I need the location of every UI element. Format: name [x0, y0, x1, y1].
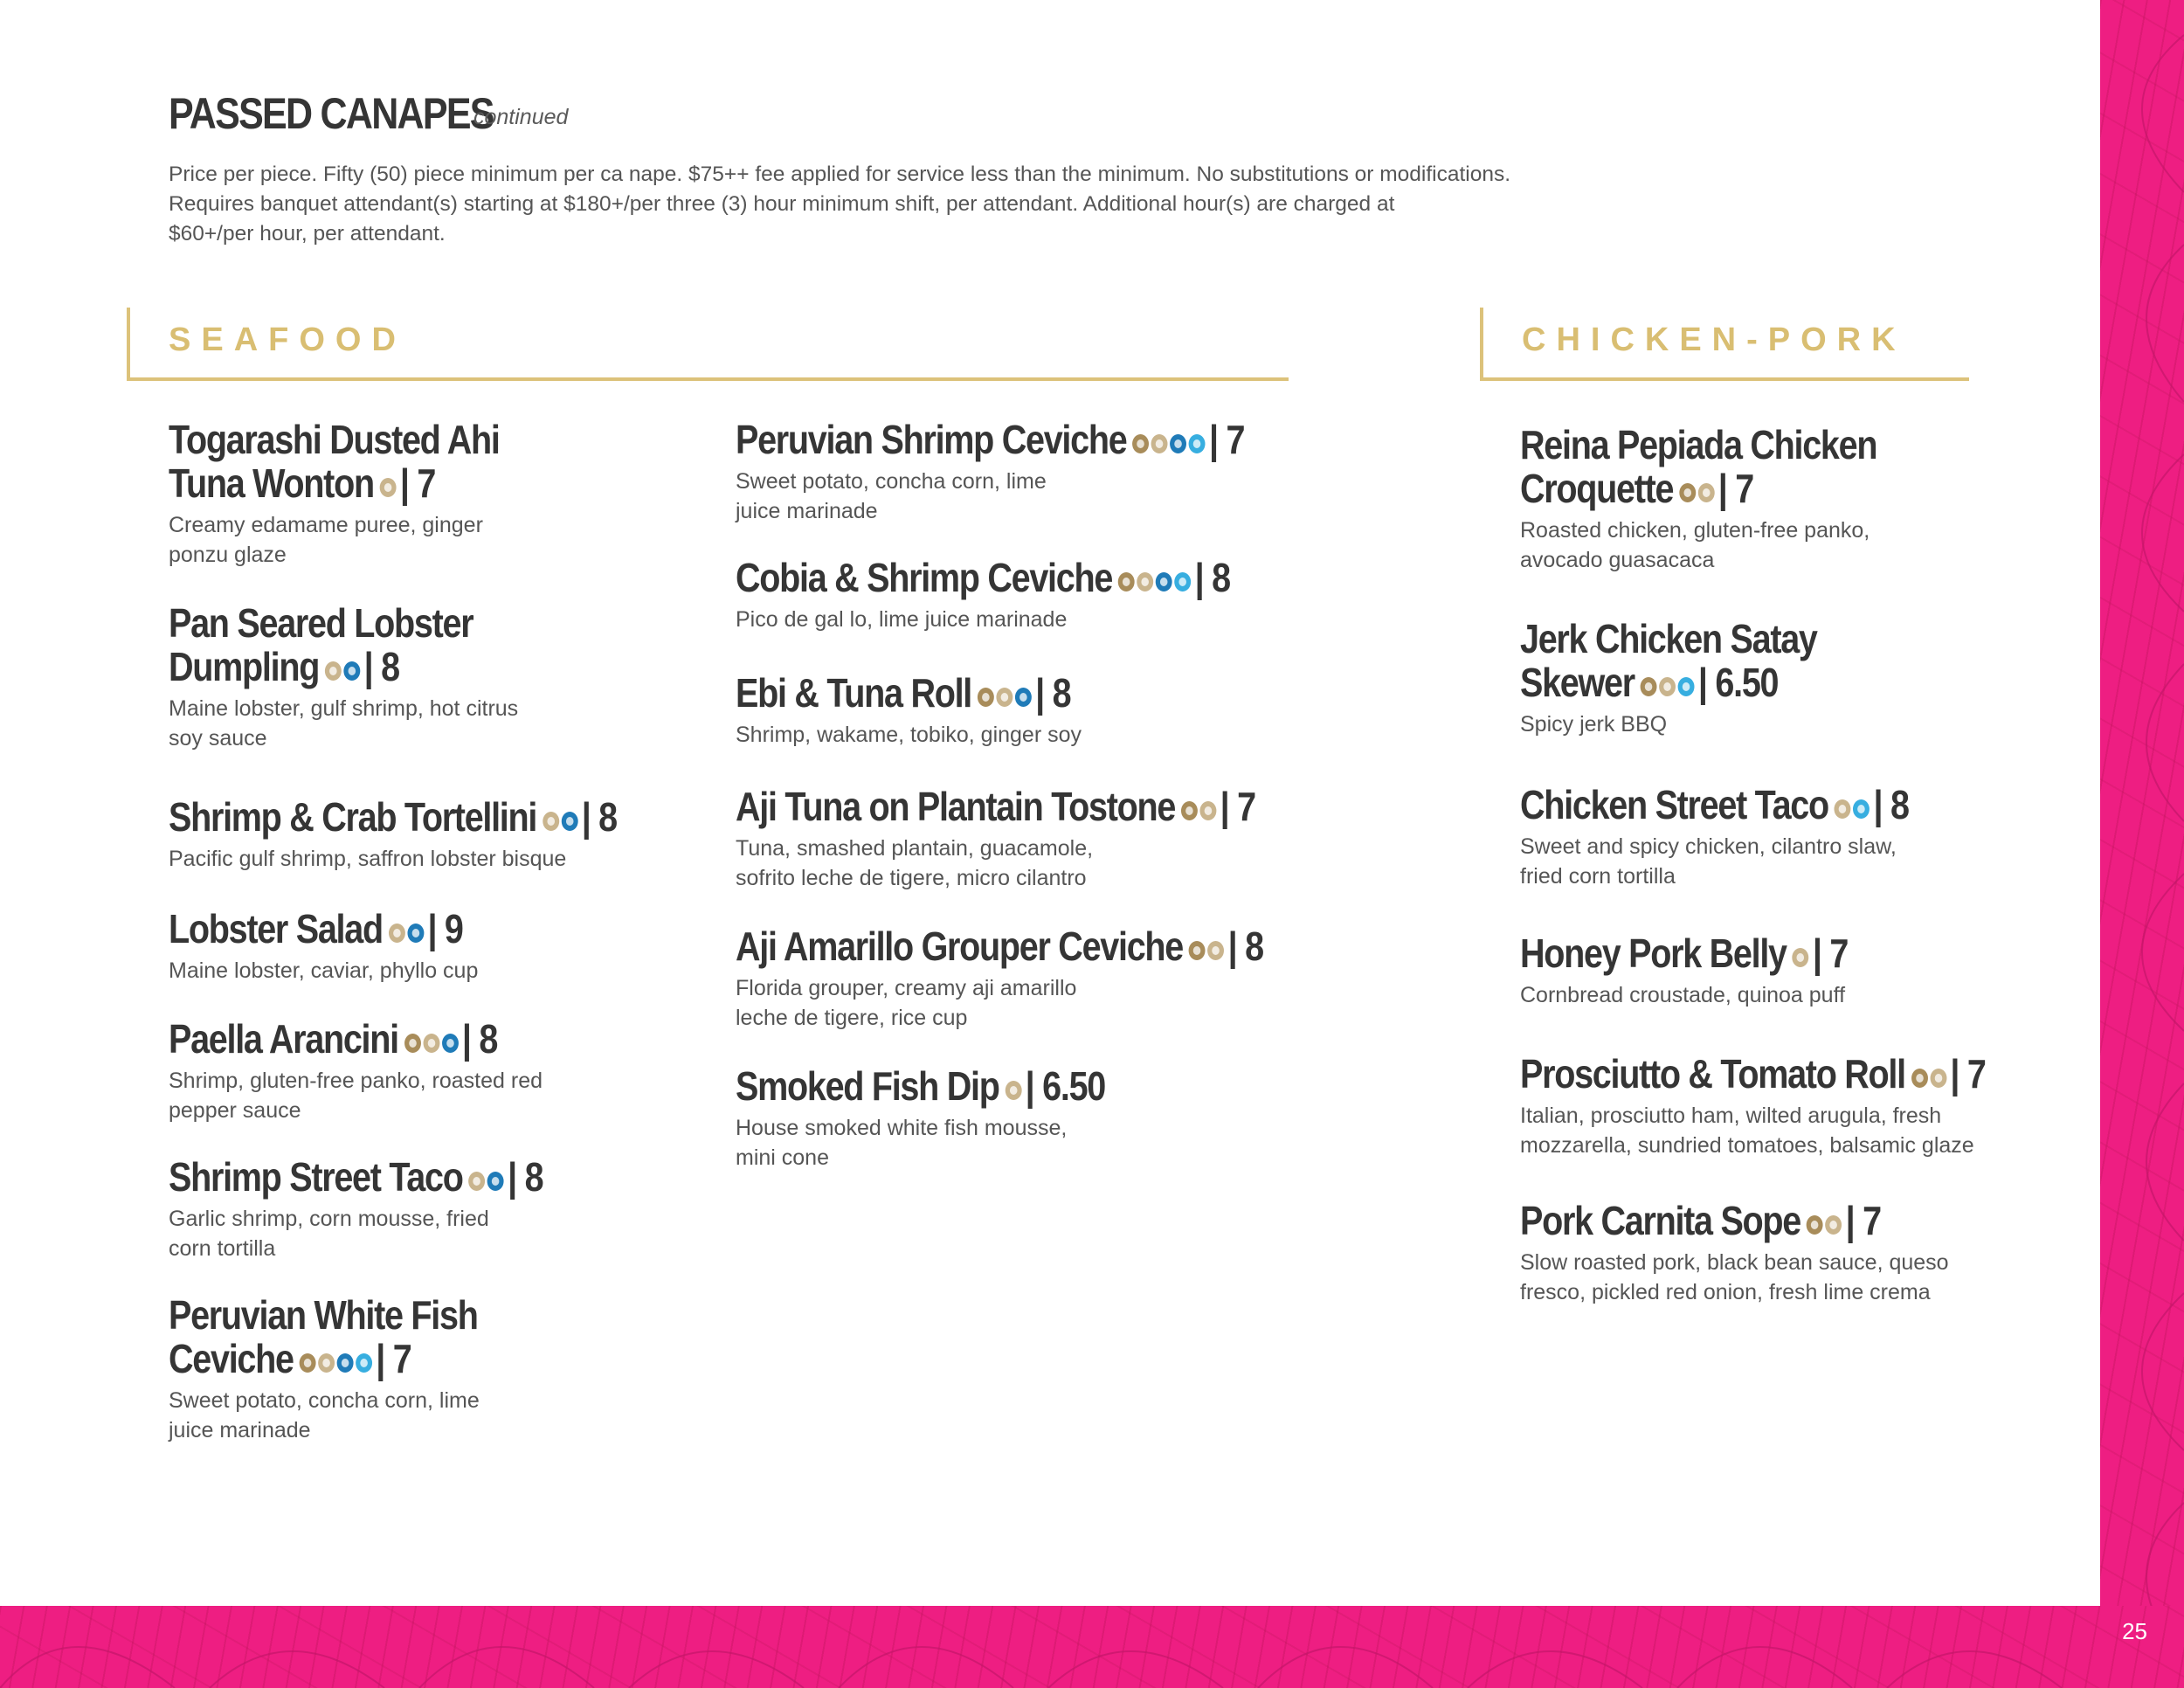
- decorative-pink-border-bottom: [0, 1606, 2184, 1688]
- intro-line: $60+/per hour, per attendant.: [169, 222, 446, 246]
- dairy-icon: [1199, 801, 1216, 820]
- menu-item-name: [1520, 423, 1876, 514]
- menu-item-name: [736, 924, 1263, 972]
- menu-item-name: [169, 1017, 497, 1064]
- menu-item-name: [1520, 1199, 1889, 1246]
- menu-item-name-line: Prosciutto & Tomato Roll: [1520, 1051, 1905, 1097]
- menu-item: [736, 671, 1125, 750]
- dietary-icons: [1005, 1068, 1024, 1111]
- menu-item-price: | 8: [1227, 924, 1263, 969]
- menu-item-name: [169, 907, 463, 954]
- dairy-icon: [1207, 941, 1224, 960]
- menu-item-description-line: soy sauce: [169, 725, 267, 751]
- menu-item-price: | 7: [376, 1336, 411, 1381]
- menu-item-description-line: Sweet potato, concha corn, lime: [736, 468, 1047, 494]
- section-header-seafood: [127, 308, 1289, 381]
- menu-item-price: | 8: [461, 1016, 498, 1062]
- menu-item-description-line: Sweet and spicy chicken, cilantro slaw,: [1520, 834, 1897, 859]
- menu-item-name-line: Croquette: [1520, 466, 1674, 511]
- menu-item-description-line: corn tortilla: [169, 1235, 276, 1261]
- menu-item-name-line: Honey Pork Belly: [1520, 930, 1787, 976]
- menu-item-name-line: Reina Pepiada Chicken: [1520, 422, 1877, 467]
- dietary-icons: [468, 1159, 506, 1202]
- dietary-icons: [1189, 928, 1227, 972]
- menu-item-name: [1520, 931, 1848, 979]
- menu-item-name-line: Lobster Salad: [169, 906, 383, 951]
- fish-icon: [1678, 677, 1695, 696]
- menu-item-description: [736, 1113, 1165, 1173]
- dairy-icon: [1151, 434, 1168, 453]
- menu-item-price: | 7: [1812, 930, 1849, 976]
- menu-item-name-line: Jerk Chicken Satay: [1520, 616, 1817, 661]
- menu-item-description: [736, 467, 1327, 526]
- gluten-icon: [978, 688, 994, 707]
- page-subtitle: continued: [473, 105, 569, 129]
- menu-item-price: | 7: [1220, 784, 1255, 829]
- menu-item-price: | 8: [581, 794, 617, 840]
- menu-item-price: | 6.50: [1025, 1063, 1105, 1109]
- dietary-icons: [1181, 788, 1219, 832]
- menu-item-price: | 8: [508, 1154, 543, 1200]
- dairy-icon: [423, 1034, 439, 1053]
- menu-item-name: [169, 601, 473, 692]
- dairy-icon: [318, 1353, 335, 1373]
- menu-item-name-line: Pork Carnita Sope: [1520, 1198, 1801, 1243]
- menu-item-name: [1520, 617, 1817, 708]
- menu-item: [169, 601, 522, 753]
- menu-item-price: | 7: [1950, 1051, 1986, 1097]
- menu-item-description-line: Maine lobster, gulf shrimp, hot citrus: [169, 695, 519, 721]
- menu-item-name-line: Ceviche: [169, 1336, 294, 1381]
- menu-item-name-line: Skewer: [1520, 660, 1635, 705]
- border-pattern-right: [2100, 0, 2184, 1688]
- menu-item-name: [1520, 1052, 1986, 1099]
- dietary-icons: [380, 465, 399, 508]
- dairy-icon: [468, 1172, 485, 1191]
- menu-item-description: [1520, 515, 1935, 575]
- menu-item-name-line: Dumpling: [169, 644, 320, 689]
- menu-item-name-line: Smoked Fish Dip: [736, 1063, 999, 1109]
- menu-item-description: [1520, 832, 1972, 891]
- menu-item-description: [169, 956, 510, 986]
- shellfish-icon: [407, 924, 424, 943]
- dairy-icon: [389, 924, 405, 943]
- menu-item-description-line: avocado guasacaca: [1520, 547, 1715, 572]
- menu-item-description: [169, 1204, 604, 1263]
- menu-item-description: [169, 694, 522, 753]
- menu-item-price: | 8: [363, 644, 399, 689]
- menu-item-description-line: leche de tigere, rice cup: [736, 1005, 968, 1030]
- section-label-seafood: SEAFOOD: [169, 322, 406, 358]
- menu-item-description-line: Florida grouper, creamy aji amarillo: [736, 975, 1077, 1000]
- fish-icon: [1853, 799, 1870, 819]
- menu-item-price: | 8: [1194, 555, 1230, 600]
- menu-item: [1520, 1052, 2061, 1160]
- dairy-icon: [1698, 483, 1715, 502]
- dietary-icons: [1911, 1055, 1949, 1099]
- menu-item: [169, 1155, 604, 1263]
- menu-item-description-line: fried corn tortilla: [1520, 863, 1676, 889]
- dairy-icon: [1793, 948, 1809, 967]
- fish-icon: [1174, 572, 1191, 591]
- section-label-chicken-pork: CHICKEN-PORK: [1522, 322, 1906, 358]
- menu-item-description-line: Sweet potato, concha corn, lime: [169, 1387, 480, 1413]
- menu-item-description-line: Slow roasted pork, black bean sauce, queso: [1520, 1249, 1949, 1275]
- dairy-icon: [1835, 799, 1851, 819]
- shellfish-icon: [1156, 572, 1172, 591]
- menu-item-price: | 6.50: [1697, 660, 1779, 705]
- gluten-icon: [300, 1353, 316, 1373]
- menu-item-description-line: Creamy edamame puree, ginger: [169, 512, 483, 537]
- menu-item: [736, 1064, 1165, 1173]
- menu-item-name: [169, 795, 617, 842]
- menu-item-description: [169, 510, 553, 570]
- menu-item-description-line: Spicy jerk BBQ: [1520, 711, 1668, 737]
- menu-item-description: [1520, 1248, 1949, 1307]
- menu-item-name: [736, 556, 1230, 603]
- dairy-icon: [1930, 1069, 1946, 1088]
- menu-item: [1520, 423, 1935, 575]
- menu-item-description: [736, 834, 1340, 893]
- menu-item-description-line: Tuna, smashed plantain, guacamole,: [736, 835, 1094, 861]
- dietary-icons: [389, 910, 426, 954]
- menu-item: [736, 556, 1310, 634]
- menu-item-description-line: Garlic shrimp, corn mousse, fried: [169, 1206, 489, 1231]
- menu-item-description-line: mozzarella, sundried tomatoes, balsamic glaze: [1520, 1132, 1974, 1158]
- menu-item-name: [736, 418, 1244, 465]
- dairy-icon: [380, 478, 397, 497]
- menu-item: [1520, 1199, 1949, 1307]
- dietary-icons: [300, 1340, 375, 1384]
- menu-item-price: | 7: [1717, 466, 1754, 511]
- menu-item-name: [736, 785, 1255, 832]
- menu-item-description: [169, 1066, 550, 1125]
- menu-item-name: [1520, 783, 1909, 830]
- dairy-icon: [543, 812, 559, 831]
- intro-text: [169, 160, 1654, 249]
- dietary-icons: [325, 648, 363, 692]
- menu-item-name: [736, 671, 1070, 718]
- menu-item-description: [169, 1386, 528, 1445]
- dietary-icons: [1807, 1202, 1844, 1246]
- menu-item: [169, 1293, 528, 1445]
- menu-item-name-line: Aji Tuna on Plantain Tostone: [736, 784, 1176, 829]
- intro-line: Price per piece. Fifty (50) piece minimum per ca nape. $75++ fee applied for service less than the minimum. No substitutions or modifications.: [169, 163, 1511, 186]
- menu-item-name-line: Tuna Wonton: [169, 460, 374, 506]
- menu-item-description-line: Roasted chicken, gluten-free panko,: [1520, 517, 1870, 543]
- shellfish-icon: [1170, 434, 1186, 453]
- menu-item-price: | 9: [427, 906, 463, 951]
- dietary-icons: [543, 799, 580, 842]
- gluten-icon: [404, 1034, 421, 1053]
- dairy-icon: [996, 688, 1013, 707]
- menu-item-name: [169, 1155, 543, 1202]
- menu-item-description-line: pepper sauce: [169, 1097, 301, 1123]
- menu-item-description-line: ponzu glaze: [169, 542, 287, 567]
- menu-item-name-line: Peruvian White Fish: [169, 1292, 478, 1338]
- menu-item: [1520, 931, 1901, 1010]
- menu-item-name-line: Shrimp & Crab Tortellini: [169, 794, 537, 840]
- menu-item-name-line: Aji Amarillo Grouper Ceviche: [736, 924, 1184, 969]
- menu-item-name: [169, 1293, 478, 1384]
- dietary-icons: [1679, 470, 1717, 514]
- menu-item-description-line: Maine lobster, caviar, phyllo cup: [169, 958, 479, 983]
- menu-item: [1520, 783, 1972, 891]
- menu-item-name-line: Cobia & Shrimp Ceviche: [736, 555, 1113, 600]
- menu-item-description-line: Shrimp, wakame, tobiko, ginger soy: [736, 722, 1082, 747]
- dietary-icons: [1641, 664, 1697, 708]
- menu-item-description-line: Italian, prosciutto ham, wilted arugula, fresh: [1520, 1103, 1942, 1128]
- gluten-icon: [1911, 1069, 1928, 1088]
- menu-item-price: | 7: [1209, 417, 1245, 462]
- menu-item-name: [736, 1064, 1105, 1111]
- menu-item: [736, 924, 1349, 1033]
- dairy-icon: [1137, 572, 1153, 591]
- gluten-icon: [1189, 941, 1206, 960]
- menu-item: [736, 785, 1340, 893]
- menu-item: [736, 418, 1327, 526]
- fish-icon: [1189, 434, 1206, 453]
- menu-item-price: | 8: [1873, 782, 1909, 827]
- page-title: PASSED CANAPES: [169, 89, 494, 138]
- shellfish-icon: [442, 1034, 459, 1053]
- dairy-icon: [325, 661, 342, 681]
- menu-item-name-line: Peruvian Shrimp Ceviche: [736, 417, 1127, 462]
- dietary-icons: [404, 1020, 461, 1064]
- shellfish-icon: [1015, 688, 1032, 707]
- gluten-icon: [1679, 483, 1696, 502]
- intro-line: Requires banquet attendant(s) starting at $180+/per three (3) hour minimum shift, per attendant. Additional hour(s) are charged at: [169, 192, 1395, 216]
- dairy-icon: [1005, 1081, 1021, 1100]
- menu-item-price: | 7: [399, 460, 436, 506]
- gluten-icon: [1132, 434, 1149, 453]
- shellfish-icon: [337, 1353, 354, 1373]
- menu-item-description-line: Shrimp, gluten-free panko, roasted red: [169, 1068, 543, 1093]
- menu-item-description-line: juice marinade: [169, 1417, 311, 1442]
- menu-item: [169, 795, 689, 874]
- menu-item-name-line: Chicken Street Taco: [1520, 782, 1828, 827]
- menu-item-description: [1520, 709, 1865, 739]
- decorative-pink-border-right: [2100, 0, 2184, 1688]
- gluten-icon: [1118, 572, 1135, 591]
- dietary-icons: [978, 675, 1034, 718]
- dietary-icons: [1118, 559, 1193, 603]
- shellfish-icon: [343, 661, 360, 681]
- menu-item-price: | 8: [1035, 670, 1071, 716]
- menu-item-description-line: mini cone: [736, 1145, 829, 1170]
- menu-item-description: [736, 720, 1125, 750]
- shellfish-icon: [487, 1172, 504, 1191]
- dietary-icons: [1835, 786, 1872, 830]
- fish-icon: [356, 1353, 372, 1373]
- menu-item-description-line: juice marinade: [736, 498, 878, 523]
- menu-item-description-line: Pico de gal lo, lime juice marinade: [736, 606, 1068, 632]
- menu-item-name-line: Shrimp Street Taco: [169, 1154, 463, 1200]
- menu-item-description-line: sofrito leche de tigere, micro cilantro: [736, 865, 1087, 890]
- menu-item: [169, 418, 553, 570]
- menu-item-description: [169, 844, 689, 874]
- dairy-icon: [1825, 1215, 1842, 1235]
- border-pattern-bottom: [0, 1606, 2184, 1688]
- menu-item: [1520, 617, 1865, 739]
- menu-item: [169, 1017, 550, 1125]
- menu-item-description-line: fresco, pickled red onion, fresh lime crema: [1520, 1279, 1931, 1304]
- menu-item-description-line: House smoked white fish mousse,: [736, 1115, 1068, 1140]
- menu-item-name-line: Togarashi Dusted Ahi: [169, 417, 500, 462]
- menu-item-name-line: Paella Arancini: [169, 1016, 398, 1062]
- menu-item-description: [736, 605, 1310, 634]
- menu-item-name-line: Pan Seared Lobster: [169, 600, 473, 646]
- gluten-icon: [1181, 801, 1198, 820]
- menu-item-description: [1520, 1101, 2061, 1160]
- dietary-icons: [1793, 935, 1812, 979]
- menu-item-price: | 7: [1845, 1198, 1881, 1243]
- gluten-icon: [1641, 677, 1657, 696]
- menu-item-description-line: Cornbread croustade, quinoa puff: [1520, 982, 1846, 1007]
- dairy-icon: [1659, 677, 1676, 696]
- menu-item: [169, 907, 510, 986]
- menu-item-name: [169, 418, 500, 508]
- page-number: 25: [2122, 1618, 2147, 1644]
- menu-item-name-line: Ebi & Tuna Roll: [736, 670, 972, 716]
- menu-item-description: [1520, 980, 1901, 1010]
- gluten-icon: [1807, 1215, 1823, 1235]
- menu-item-description-line: Pacific gulf shrimp, saffron lobster bisque: [169, 846, 567, 871]
- shellfish-icon: [561, 812, 577, 831]
- dietary-icons: [1132, 421, 1207, 465]
- section-header-chicken-pork: [1480, 308, 1969, 381]
- menu-item-description: [736, 973, 1349, 1033]
